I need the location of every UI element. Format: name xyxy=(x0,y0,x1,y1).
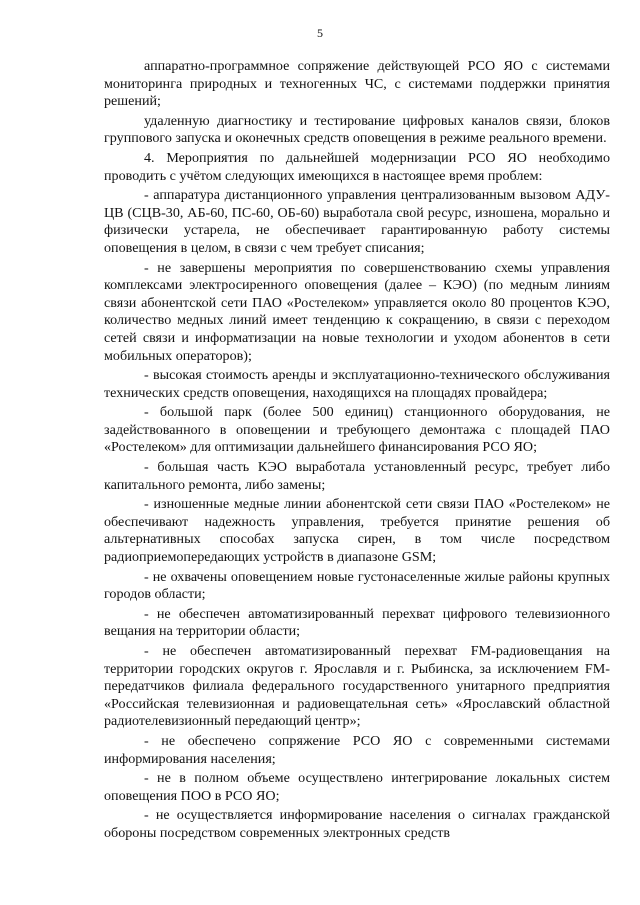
problem-item-copper-lines: - изношенные медные линии абонентской сети связи ПАО «Ростелеком» не обеспечивают надежность управления, требуется принятие решения об альтернативных способах запуска сирен, в том числе посредством радиоприемопередающих устройств в диапазоне GSM; xyxy=(104,496,610,566)
paragraph-hardware-interface: аппаратно-программное сопряжение действующей РСО ЯО с системами мониторинга природных и техногенных ЧС, с системами поддержки принятия решений; xyxy=(104,58,610,110)
problem-item-info-systems: - не обеспечено сопряжение РСО ЯО с современными системами информирования населения; xyxy=(104,732,610,767)
problem-item-station-equipment: - большой парк (более 500 единиц) станционного оборудования, не задействованного в оповещении и требующего демонтажа с площадей ПАО «Ростелеком» для оптимизации дальнейшего финансирования РСО ЯО; xyxy=(104,404,610,456)
page-number: 5 xyxy=(317,26,323,40)
problem-item-new-districts: - не охвачены оповещением новые густонаселенные жилые районы крупных городов области; xyxy=(104,568,610,603)
problem-item-local-systems: - не в полном объеме осуществлено интегрирование локальных систем оповещения ПОО в РСО ЯО; xyxy=(104,770,610,804)
problem-item-keo-control: - не завершены мероприятия по совершенствованию схемы управления комплексами электросиренного оповещения (далее – КЭО) (по медным линиям связи абонентской сети ПАО «Ростелеком» управляется около 80 процентов КЭО, количество медных линий имеет тенденцию к сокращению, в связи с переходом сетей связи и информатизации на новые технологии и уходом абонентов в сети мобильных операторов); xyxy=(104,259,610,364)
paragraph-remote-diagnostics: удаленную диагностику и тестирование цифровых каналов связи, блоков группового запуска и оконечных средств оповещения в режиме реального времени. xyxy=(104,112,610,147)
paragraph-item-4-intro: 4. Мероприятия по дальнейшей модернизации РСО ЯО необходимо проводить с учётом следующих имеющихся в настоящее время проблем: xyxy=(104,149,610,184)
problem-item-tv-intercept: - не обеспечен автоматизированный перехват цифрового телевизионного вещания на территории области; xyxy=(104,605,610,640)
problem-item-rental-cost: - высокая стоимость аренды и эксплуатационно-технического обслуживания технических средств оповещения, находящихся на площадях провайдера; xyxy=(104,367,610,401)
problem-item-adu-cv: - аппаратура дистанционного управления централизованным вызовом АДУ-ЦВ (СЦВ-30, АБ-60, ПС-60, ОБ-60) выработала свой ресурс, изношена, морально и физически устарела, не обеспечивает гарантированную работу системы оповещения в целом, в связи с чем требует списания; xyxy=(104,187,610,256)
problem-item-fm-intercept: - не обеспечен автоматизированный перехват FM-радиовещания на территории городских округов г. Ярославля и г. Рыбинска, за исключением FM-передатчиков филиала федерального государственного унитарного предприятия «Российская телевизионная и радиовещательная сеть» «Ярославский областной радиотелевизионный передающий центр»; xyxy=(104,643,610,730)
problem-item-civil-defense-info: - не осуществляется информирование населения о сигналах гражданской обороны посредством современных электронных средств xyxy=(104,807,610,841)
document-body xyxy=(104,58,610,845)
problem-item-keo-resource: - большая часть КЭО выработала установленный ресурс, требует либо капитального ремонта, либо замены; xyxy=(104,459,610,493)
